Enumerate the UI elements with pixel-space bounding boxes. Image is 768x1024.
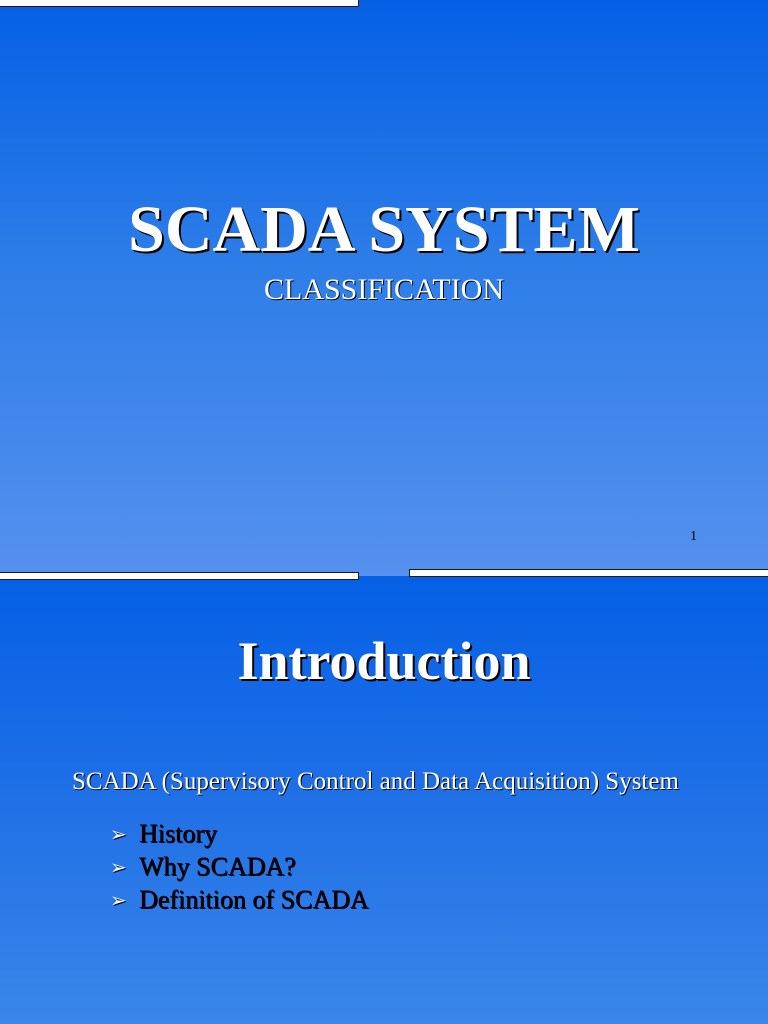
- slide-edge-tab: [409, 569, 768, 577]
- arrow-bullet-icon: ➢: [110, 854, 127, 879]
- arrow-bullet-icon: ➢: [110, 821, 127, 846]
- bullet-text: Definition of SCADA: [139, 884, 369, 914]
- bullet-list: [110, 817, 369, 916]
- arrow-bullet-icon: ➢: [110, 887, 127, 912]
- intro-text: SCADA (Supervisory Control and Data Acquisition) System: [72, 768, 679, 795]
- bullet-text: History: [139, 818, 217, 848]
- slide-edge-tab: [0, 572, 359, 580]
- bullet-text: Why SCADA?: [139, 851, 296, 881]
- list-item: [110, 817, 369, 850]
- slide-title: SCADA SYSTEM: [128, 193, 640, 266]
- list-item: [110, 850, 369, 883]
- slide-subtitle: CLASSIFICATION: [263, 273, 505, 306]
- page-number: 1: [690, 529, 697, 544]
- list-item: [110, 883, 369, 916]
- slide-2: [0, 576, 768, 1024]
- slide-edge-tab: [0, 0, 359, 7]
- slide-title: Introduction: [237, 631, 531, 691]
